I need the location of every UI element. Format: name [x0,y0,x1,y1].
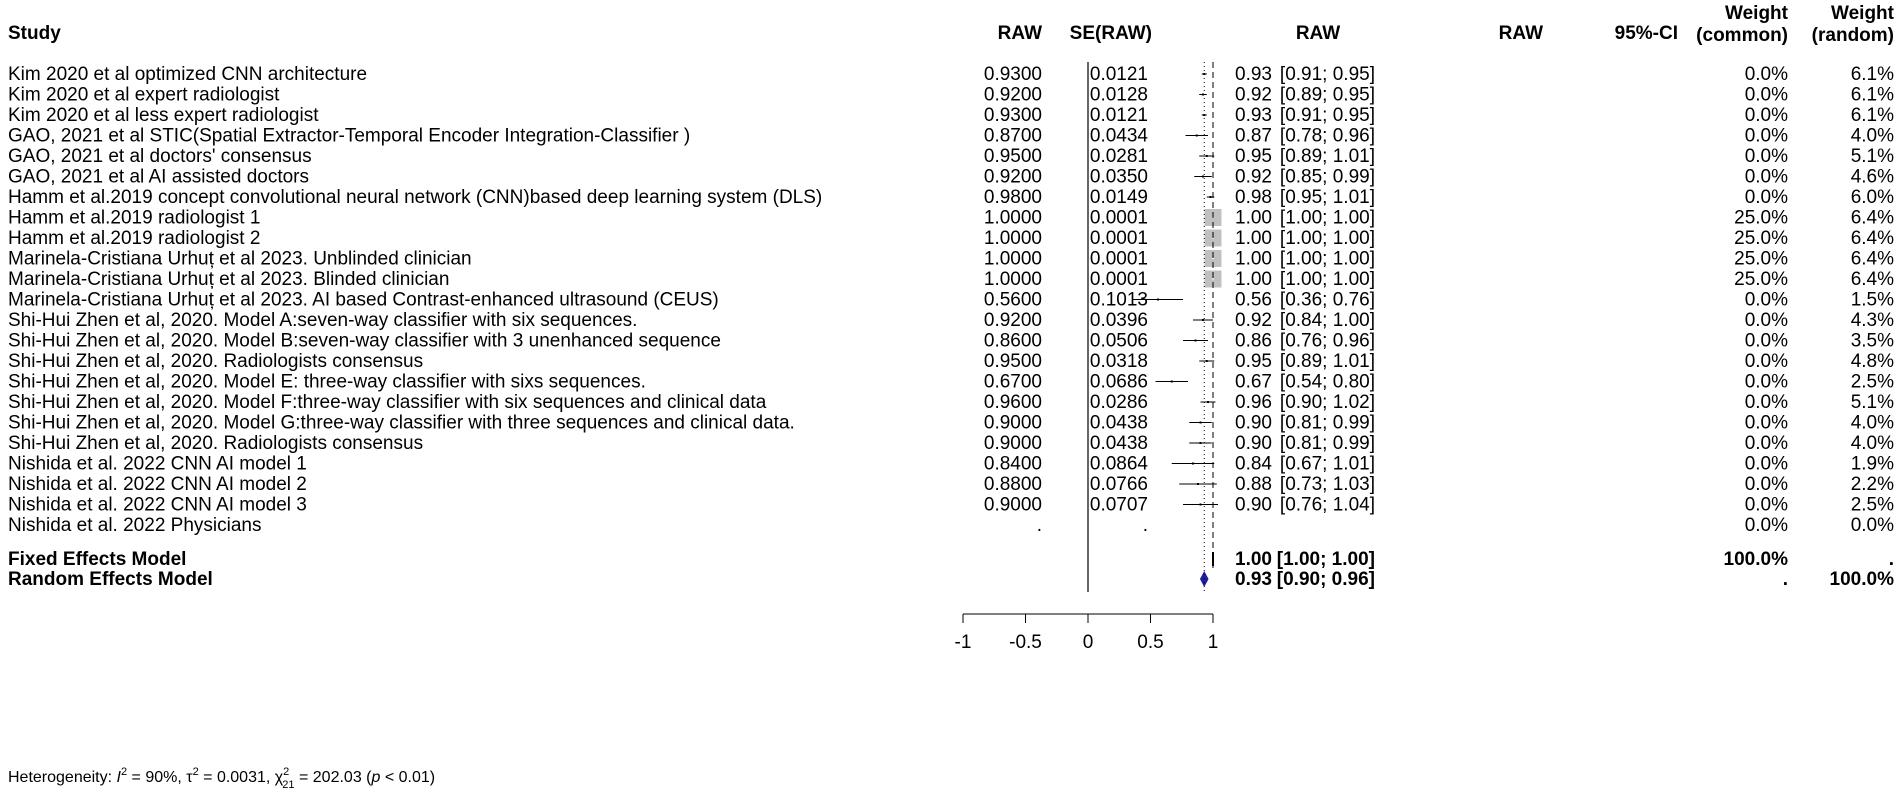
study-row [8,392,1894,413]
weight-common-value: 0.0% [1744,453,1788,475]
weight-random-value: 4.6% [1850,166,1894,188]
weight-random-value: 4.8% [1850,351,1894,372]
weight-common-value: 0.0% [1744,64,1788,85]
estimate-value: 0.90 [1235,412,1272,434]
study-label: Shi-Hui Zhen et al, 2020. Radiologists consensus [8,433,424,454]
se-value: 0.0318 [1089,351,1148,372]
weight-common-value: 0.0% [1744,330,1788,352]
raw-value: 0.8800 [983,474,1042,495]
weight-random-value: 1.5% [1850,289,1894,311]
weight-random-value: 2.2% [1850,474,1894,495]
weight-common-value: 0.0% [1744,310,1788,331]
raw-value: . [1036,515,1042,536]
weight-random-value: 5.1% [1850,146,1894,167]
estimate-value: 0.88 [1235,474,1272,495]
raw-value: 1.0000 [983,207,1042,229]
weight-common-value: 0.0% [1744,105,1788,126]
raw-value: 0.9200 [983,84,1042,106]
estimate-value: 0.56 [1235,289,1272,311]
weight-random-value: 3.5% [1850,330,1894,352]
weight-random-value: 6.4% [1850,269,1894,290]
study-label: Kim 2020 et al optimized CNN architecture [8,64,368,85]
point-estimate [1196,135,1198,137]
se-value: . [1142,515,1148,536]
header-plot-raw: RAW [1295,23,1341,44]
estimate-value: 0.90 [1235,494,1272,516]
weight-common-value: 0.0% [1744,433,1788,454]
point-estimate [1207,401,1209,403]
study-row [8,146,1894,167]
study-row [8,187,1894,208]
study-row [8,167,1894,188]
weight-random-value: 6.1% [1850,84,1894,106]
point-estimate [1200,504,1202,506]
raw-value: 0.9200 [983,310,1042,331]
estimate-value: 0.92 [1235,166,1272,188]
raw-value: 0.9600 [983,392,1042,413]
se-value: 0.0128 [1089,84,1148,106]
ci-value: [0.95; 1.01] [1279,187,1375,208]
ci-value: [0.91; 0.95] [1279,105,1375,126]
se-value: 0.0434 [1089,125,1148,147]
point-estimate [1200,422,1202,424]
estimate-value: 0.93 [1235,105,1272,126]
study-label: Marinela-Cristiana Urhuț et al 2023. Unblinded clinician [8,248,472,270]
raw-value: 0.9000 [983,433,1042,454]
study-row [8,515,1894,536]
point-estimate [1197,483,1199,485]
weight-random-value: 6.1% [1850,64,1894,85]
ci-value: [1.00; 1.00] [1279,228,1375,249]
study-row [8,269,1894,290]
raw-value: 0.6700 [983,371,1042,393]
raw-value: 0.8400 [983,453,1042,475]
se-value: 0.0001 [1089,228,1148,249]
study-label: GAO, 2021 et al doctors' consensus [8,146,312,167]
weight-random-value: 6.4% [1850,228,1894,249]
x-tick-label: -1 [954,632,972,653]
point-estimate [1200,442,1202,444]
study-label: Marinela-Cristiana Urhuț et al 2023. Blinded clinician [8,269,450,290]
ci-value: [0.81; 0.99] [1279,412,1375,434]
study-label: Nishida et al. 2022 CNN AI model 3 [8,494,307,516]
study-label: Nishida et al. 2022 Physicians [8,515,262,536]
weight-common-value: 0.0% [1744,412,1788,434]
point-estimate [1206,360,1208,362]
weight-common-value: 0.0% [1744,392,1788,413]
estimate-value: 0.98 [1235,187,1272,208]
ci-value: [0.54; 0.80] [1279,371,1375,393]
weight-common-value: 0.0% [1744,146,1788,167]
weight-common-value: 25.0% [1734,269,1788,290]
study-label: Hamm et al.2019 radiologist 1 [8,207,261,229]
weight-common-value: 0.0% [1744,351,1788,372]
ci-value: [0.76; 0.96] [1279,330,1375,352]
point-estimate [1202,94,1204,96]
weight-common-value: 0.0% [1744,84,1788,106]
study-row [8,105,1894,126]
ci-value: [0.89; 1.01] [1279,146,1375,167]
ci-value: [1.00; 1.00] [1279,207,1375,229]
study-row [8,85,1894,106]
summary-rows [8,549,1894,590]
study-row [8,372,1894,393]
estimate-value: 0.96 [1235,392,1272,413]
ci-value: [0.78; 0.96] [1279,125,1375,147]
study-label: Shi-Hui Zhen et al, 2020. Model B:seven-way classifier with 3 unenhanced sequence [8,330,721,352]
point-estimate [1206,155,1208,157]
ci-value: [0.67; 1.01] [1279,453,1375,475]
study-row [8,351,1894,372]
random-weight-common: . [1782,569,1788,590]
weight-random-value: 2.5% [1850,494,1894,516]
study-label: Nishida et al. 2022 CNN AI model 1 [8,453,307,475]
ci-value: [0.73; 1.03] [1279,474,1375,495]
weight-common-value: 0.0% [1744,515,1788,536]
ci-value: [0.89; 0.95] [1279,84,1375,106]
fixed-model-label: Fixed Effects Model [8,549,187,570]
weight-random-value: 1.9% [1850,453,1894,475]
study-row [8,208,1894,229]
estimate-value: 0.84 [1235,453,1272,475]
weight-random-value: 4.0% [1850,125,1894,147]
se-value: 0.0001 [1089,207,1148,229]
x-tick-label: 1 [1207,632,1219,653]
se-value: 0.0281 [1089,146,1148,167]
weight-random-value: 4.0% [1850,412,1894,434]
header-se-raw: SE(RAW) [1069,23,1152,44]
ci-value: [0.89; 1.01] [1279,351,1375,372]
study-label: Nishida et al. 2022 CNN AI model 2 [8,474,307,495]
raw-value: 0.9000 [983,412,1042,434]
weight-common-value: 25.0% [1734,228,1788,249]
raw-value: 0.5600 [983,289,1042,311]
weight-random-value: 4.0% [1850,433,1894,454]
random-estimate: 0.93 [1235,569,1272,590]
se-value: 0.1013 [1089,289,1148,311]
header-weight-common-2: (common) [1696,25,1788,46]
weight-common-value: 0.0% [1744,166,1788,188]
raw-value: 0.9800 [983,187,1042,208]
header-weight-common-1: Weight [1725,3,1788,24]
se-value: 0.0001 [1089,248,1148,270]
study-label: Shi-Hui Zhen et al, 2020. Model G:three-way classifier with three sequences and clinical data. [8,412,795,434]
raw-value: 0.9500 [983,351,1042,372]
study-label: Hamm et al.2019 concept convolutional neural network (CNN)based deep learning system (DLS) [8,187,823,208]
point-estimate [1192,463,1194,465]
se-value: 0.0707 [1089,494,1148,516]
se-value: 0.0286 [1089,392,1148,413]
study-row [8,495,1894,516]
weight-random-value: 2.5% [1850,371,1894,393]
random-model-label: Random Effects Model [8,569,213,590]
raw-value: 0.9300 [983,105,1042,126]
estimate-value: 0.90 [1235,433,1272,454]
study-rows [8,64,1894,536]
header-ci: 95%-CI [1614,23,1678,44]
weight-common-value: 0.0% [1744,125,1788,147]
weight-random-value: 6.0% [1850,187,1894,208]
study-row [8,413,1894,434]
se-value: 0.0396 [1089,310,1148,331]
study-label: Kim 2020 et al less expert radiologist [8,105,319,126]
ci-value: [0.91; 0.95] [1279,64,1375,85]
study-row [8,126,1894,147]
header-weight-random-2: (random) [1811,25,1894,46]
fixed-effects-row [8,549,1894,570]
study-label: Shi-Hui Zhen et al, 2020. Model A:seven-way classifier with six sequences. [8,310,638,331]
study-row [8,310,1894,331]
fixed-estimate: 1.00 [1235,549,1272,570]
se-value: 0.0766 [1089,474,1148,495]
raw-value: 0.9300 [983,64,1042,85]
weight-common-value: 25.0% [1734,248,1788,270]
raw-value: 0.9500 [983,146,1042,167]
ci-value: [0.81; 0.99] [1279,433,1375,454]
raw-value: 0.9200 [983,166,1042,188]
column-headers [8,3,1895,46]
se-value: 0.0438 [1089,433,1148,454]
fixed-weight-common: 100.0% [1723,549,1788,570]
header-weight-random-1: Weight [1831,3,1894,24]
raw-value: 0.9000 [983,494,1042,516]
se-value: 0.0121 [1089,64,1148,85]
ci-value: [0.76; 1.04] [1279,494,1375,516]
weight-common-value: 0.0% [1744,289,1788,311]
point-estimate [1171,381,1173,383]
ci-value: [1.00; 1.00] [1279,269,1375,290]
x-tick-label: 0.5 [1137,632,1164,653]
study-label: GAO, 2021 et al AI assisted doctors [8,166,309,188]
study-label: GAO, 2021 et al STIC(Spatial Extractor-Temporal Encoder Integration-Classifier ) [8,125,691,147]
weight-common-value: 0.0% [1744,474,1788,495]
study-row [8,454,1894,475]
ci-value: [1.00; 1.00] [1279,248,1375,270]
se-value: 0.0438 [1089,412,1148,434]
estimate-value: 0.86 [1235,330,1272,352]
study-row [8,331,1894,352]
study-row [8,249,1894,270]
study-label: Shi-Hui Zhen et al, 2020. Model F:three-way classifier with six sequences and clinical data [8,392,767,413]
weight-common-value: 0.0% [1744,187,1788,208]
ci-value: [0.36; 0.76] [1279,289,1375,311]
raw-value: 0.8600 [983,330,1042,352]
se-value: 0.0686 [1089,371,1148,393]
ci-value: [0.85; 0.99] [1279,166,1375,188]
estimate-value: 0.92 [1235,84,1272,106]
raw-value: 0.8700 [983,125,1042,147]
study-label: Marinela-Cristiana Urhuț et al 2023. AI based Contrast-enhanced ultrasound (CEUS) [8,289,719,311]
estimate-value: 1.00 [1235,248,1272,270]
se-value: 0.0864 [1089,453,1148,475]
estimate-value: 0.92 [1235,310,1272,331]
estimate-value: 0.93 [1235,64,1272,85]
x-tick-label: -0.5 [1009,632,1042,653]
random-weight-random: 100.0% [1829,569,1894,590]
header-study: Study [8,23,61,44]
heterogeneity-text: Heterogeneity: $I^2 = 90\%$, $\tau^2 = 0.0031$, $\chi^2$ 21 = 202.03 (p < 0.01) [8,766,436,791]
x-axis [955,614,1219,653]
study-row [8,433,1894,454]
study-label: Hamm et al.2019 radiologist 2 [8,228,261,249]
study-row [8,290,1894,311]
weight-random-value: 6.4% [1850,248,1894,270]
random-ci: [0.90; 0.96] [1276,569,1375,590]
header-raw-estimate: RAW [1498,23,1543,44]
estimate-value: 0.95 [1235,351,1272,372]
ci-value: [0.84; 1.00] [1279,310,1375,331]
point-estimate [1202,319,1204,321]
estimate-value: 1.00 [1235,269,1272,290]
se-value: 0.0506 [1089,330,1148,352]
estimate-value: 0.95 [1235,146,1272,167]
fixed-weight-random: . [1888,549,1894,570]
x-tick-label: 0 [1082,632,1094,653]
header-raw: RAW [997,23,1042,44]
se-value: 0.0121 [1089,105,1148,126]
raw-value: 1.0000 [983,248,1042,270]
estimate-value: 1.00 [1235,228,1272,249]
weight-random-value: 6.1% [1850,105,1894,126]
fixed-ci: [1.00; 1.00] [1276,549,1375,570]
estimate-value: 0.87 [1235,125,1272,147]
study-label: Kim 2020 et al expert radiologist [8,84,280,106]
estimate-value: 1.00 [1235,207,1272,229]
weight-common-value: 0.0% [1744,494,1788,516]
study-row [8,64,1894,85]
study-label: Shi-Hui Zhen et al, 2020. Radiologists consensus [8,351,424,372]
estimate-value: 0.67 [1235,371,1272,393]
point-estimate [1195,340,1197,342]
se-value: 0.0350 [1089,166,1148,188]
weight-common-value: 25.0% [1734,207,1788,229]
raw-value: 1.0000 [983,228,1042,249]
ci-value: [0.90; 1.02] [1279,392,1375,413]
raw-value: 1.0000 [983,269,1042,290]
random-effects-row [8,569,1894,590]
weight-common-value: 0.0% [1744,371,1788,393]
point-estimate [1157,299,1159,301]
study-label: Shi-Hui Zhen et al, 2020. Model E: three-way classifier with sixs sequences. [8,371,646,393]
weight-random-value: 5.1% [1850,392,1894,413]
weight-random-value: 6.4% [1850,207,1894,229]
study-row [8,474,1894,495]
weight-random-value: 0.0% [1850,515,1894,536]
point-estimate [1202,176,1204,178]
weight-random-value: 4.3% [1850,310,1894,331]
point-estimate [1210,196,1212,198]
study-row [8,228,1894,249]
se-value: 0.0001 [1089,269,1148,290]
se-value: 0.0149 [1089,187,1148,208]
